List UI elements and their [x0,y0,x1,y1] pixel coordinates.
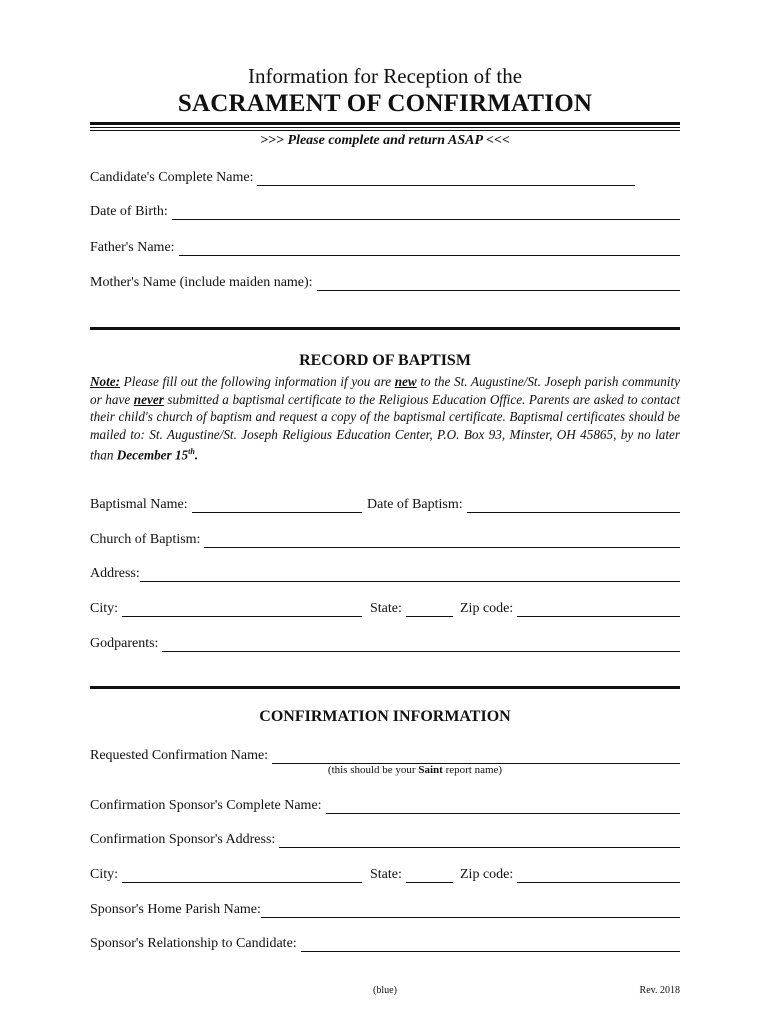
mother-name-label: Mother's Name (include maiden name): [90,275,313,290]
home-parish-label: Sponsor's Home Parish Name: [90,902,261,917]
revision-label: Rev. 2018 [639,985,680,996]
home-parish-input[interactable] [261,903,680,918]
father-name-input[interactable] [179,241,680,256]
address-label: Address: [90,566,140,581]
baptism-state-field [370,597,453,617]
header-rule-thin-2 [90,130,680,131]
requested-name-label: Requested Confirmation Name: [90,748,269,763]
godparents-input[interactable] [162,637,680,652]
confirmation-form [90,0,680,1024]
church-field [90,528,680,548]
mother-name-field [90,271,680,291]
header-rule-thin [90,127,680,128]
hint-bold: Saint [418,764,443,776]
section-divider-2 [90,686,680,689]
requested-name-hint [90,764,680,776]
baptism-note [90,373,680,464]
sponsor-state-input[interactable] [406,868,453,883]
baptism-date-input[interactable] [467,498,680,513]
relationship-input[interactable] [301,937,680,952]
note-text-2: to the St. Augustine/St. Joseph parish community or have [90,374,680,407]
church-input[interactable] [204,533,680,548]
baptism-zip-input[interactable] [517,602,680,617]
note-text-1: Please fill out the following information if you are [120,374,395,389]
hint-post: report name) [442,764,503,776]
sponsor-zip-label: Zip code: [460,867,514,882]
dob-field [90,200,680,220]
note-never: never [133,391,164,407]
mother-name-input[interactable] [317,276,680,291]
dob-label: Date of Birth: [90,204,168,219]
baptismal-name-field [90,493,362,513]
baptism-state-input[interactable] [406,602,453,617]
baptism-city-input[interactable] [122,602,362,617]
candidate-name-label: Candidate's Complete Name: [90,170,254,185]
sponsor-state-field [370,863,453,883]
baptism-zip-label: Zip code: [460,601,514,616]
title-line-1: Information for Reception of the [247,64,523,88]
sponsor-name-label: Confirmation Sponsor's Complete Name: [90,798,322,813]
hint-pre: (this should be your [327,764,419,776]
baptism-zip-field [460,597,680,617]
father-name-field [90,236,680,256]
baptism-date-label: Date of Baptism: [367,497,463,512]
home-parish-field [90,898,680,918]
note-deadline-sup: th [188,447,195,456]
father-name-label: Father's Name: [90,240,175,255]
requested-name-input[interactable] [272,749,680,764]
color-tag: (blue) [373,985,397,996]
candidate-name-field [90,166,635,186]
sponsor-city-label: City: [90,867,119,882]
sponsor-address-field [90,828,680,848]
baptism-city-label: City: [90,601,119,616]
godparents-field [90,632,680,652]
note-text-3: submitted a baptismal certificate to the Religious Education Office. Parents are asked to contact their child's church of baptism and request a copy of the baptismal certificate. Baptismal certificates should be mailed to: St. Augustine/St. Joseph Religious Education Center, P.O. Box 93, Minster, OH 45865, by no later than [90,391,680,463]
note-lead: Note: [90,374,121,389]
sponsor-name-input[interactable] [326,799,680,814]
sponsor-address-label: Confirmation Sponsor's Address: [90,832,276,847]
baptism-section-title: RECORD OF BAPTISM [299,352,471,369]
baptism-city-field [90,597,362,617]
note-end: . [194,447,199,463]
godparents-label: Godparents: [90,636,159,651]
baptism-state-label: State: [370,601,402,616]
relationship-field [90,932,680,952]
dob-input[interactable] [172,205,680,220]
baptism-date-field [367,493,680,513]
sponsor-city-field [90,863,362,883]
relationship-label: Sponsor's Relationship to Candidate: [90,936,297,951]
sponsor-zip-input[interactable] [517,868,680,883]
address-input[interactable] [140,567,680,582]
baptismal-name-input[interactable] [192,498,362,513]
baptismal-name-label: Baptismal Name: [90,497,188,512]
church-label: Church of Baptism: [90,532,201,547]
note-deadline: December 15 [116,447,189,463]
sponsor-city-input[interactable] [122,868,362,883]
confirmation-section-title: CONFIRMATION INFORMATION [259,708,511,725]
sponsor-state-label: State: [370,867,402,882]
candidate-name-input[interactable] [257,171,635,186]
requested-name-field [90,744,680,764]
sponsor-address-input[interactable] [279,833,680,848]
address-field [90,562,680,582]
note-new: new [394,374,417,389]
sponsor-zip-field [460,863,680,883]
subtitle: >>> Please complete and return ASAP <<< [260,133,510,148]
section-divider-1 [90,327,680,330]
title-line-2: SACRAMENT OF CONFIRMATION [177,90,593,117]
sponsor-name-field [90,794,680,814]
header-rule-thick [90,122,680,125]
